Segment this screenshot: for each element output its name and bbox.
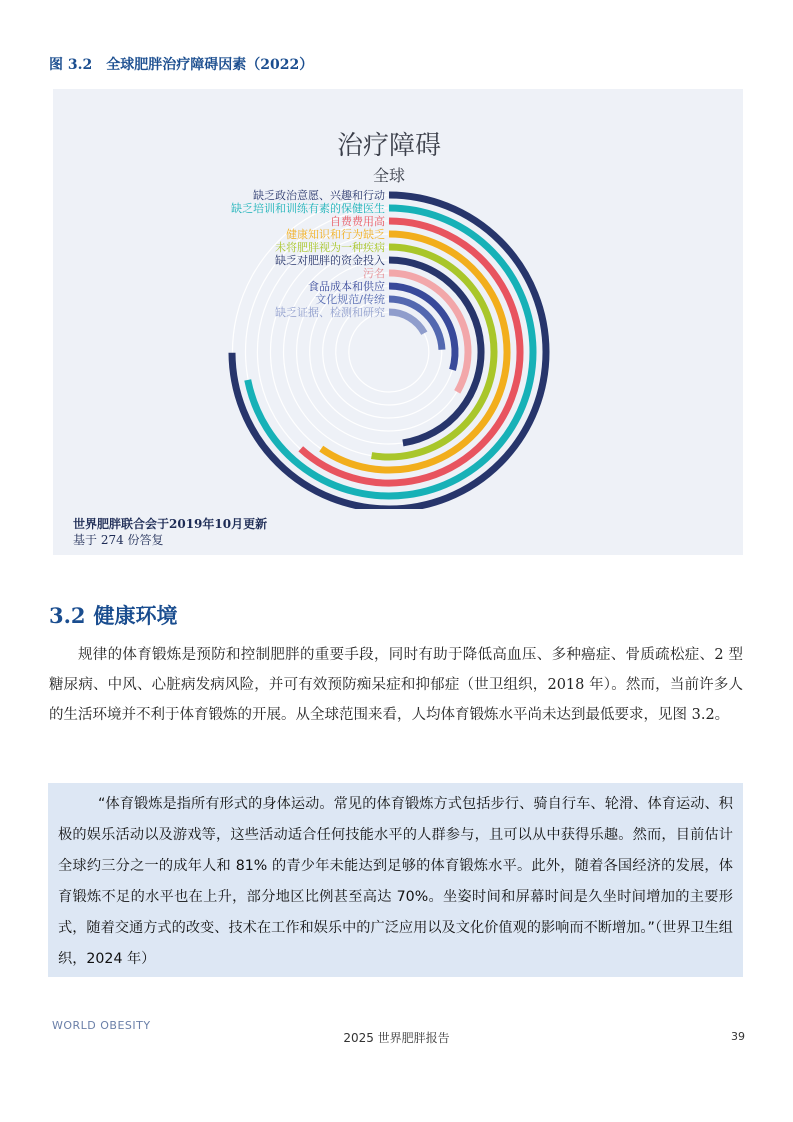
figure-panel xyxy=(53,89,743,555)
figure-note-source: 世界肥胖联合会于2019年10月更新 xyxy=(73,517,268,531)
bar-arc xyxy=(389,312,424,333)
page-number: 39 xyxy=(731,1030,745,1043)
category-label: 健康知识和行为缺乏 xyxy=(286,228,385,241)
world-obesity-logo: WORLD OBESITY xyxy=(52,1019,151,1032)
category-label: 缺乏培训和训练有素的保健医生 xyxy=(231,202,385,215)
section-number: 3.2 xyxy=(49,603,86,628)
chart-subtitle: 全球 xyxy=(372,166,406,185)
chart-title: 治疗障碍 xyxy=(336,131,442,161)
figure-note xyxy=(73,516,267,548)
quote-box xyxy=(48,783,743,977)
figure-caption: 图 3.2 全球肥胖治疗障碍因素（2022） xyxy=(49,57,314,73)
figure-note-responses: 基于 274 份答复 xyxy=(73,533,164,547)
category-label: 未将肥胖视为一种疾病 xyxy=(275,241,385,254)
category-label: 缺乏证据、检测和研究 xyxy=(275,306,385,319)
category-label: 自费费用高 xyxy=(330,215,385,228)
category-label: 污名 xyxy=(363,267,385,280)
bar-arc xyxy=(372,247,494,457)
body-paragraph: 规律的体育锻炼是预防和控制肥胖的重要手段，同时有助于降低高血压、多种癌症、骨质疏松症、2 型糖尿病、中风、心脏病发病风险，并可有效预防痴呆症和抑郁症（世卫组织，2018 年）。然而，当前许多人的生活环境并不利于体育锻炼的开展。从全球范围来看，人均体育锻炼水平尚未达到最低要求，见图 3.2。 xyxy=(49,647,743,723)
footer-report-title: 2025 世界肥胖报告 xyxy=(343,1031,450,1045)
quote-text: “体育锻炼是指所有形式的身体运动。常见的体育锻炼方式包括步行、骑自行车、轮滑、体育运动、积极的娱乐活动以及游戏等，这些活动适合任何技能水平的人群参与，且可以从中获得乐趣。然而，目前估计全球约三分之一的成年人和 81% 的青少年未能达到足够的体育锻炼水平。此外，随着各国经济的发展，体育锻炼不足的水平也在上升，部分地区比例甚至高达 70%。坐姿时间和屏幕时间是久坐时间增加的主要形式，随着交通方式的改变、技术在工作和娱乐中的广泛应用以及文化价值观的影响而不断增加。”（世界卫生组织，2024 年） xyxy=(58,796,733,967)
section-title: 健康环境 xyxy=(93,604,178,628)
category-label: 缺乏政治意愿、兴趣和行动 xyxy=(253,189,385,202)
radial-bar-chart xyxy=(53,89,743,509)
category-label: 食品成本和供应 xyxy=(308,280,385,293)
section-heading xyxy=(49,600,178,630)
category-labels xyxy=(231,188,385,319)
category-label: 缺乏对肥胖的资金投入 xyxy=(275,254,385,267)
category-label: 文化规范/传统 xyxy=(315,293,385,306)
